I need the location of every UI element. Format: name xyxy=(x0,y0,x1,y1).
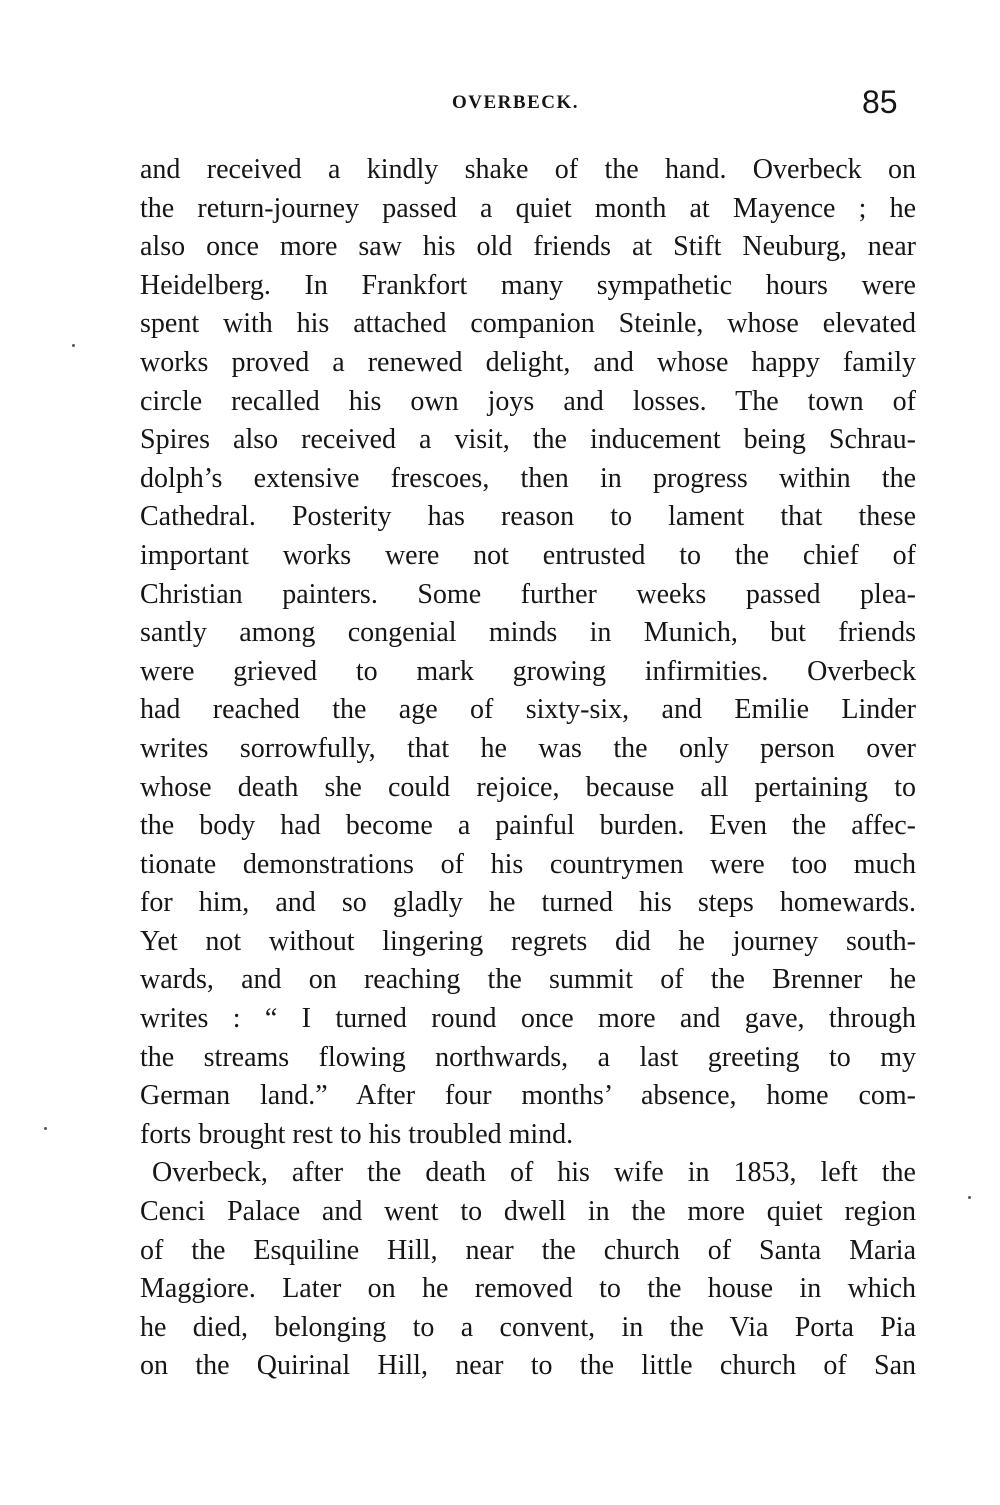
text-line: spent with his attached companion Steinle, whose elevated xyxy=(140,308,916,340)
paragraph-1 xyxy=(140,151,916,1154)
text-line: on the Quirinal Hill, near to the little church of San xyxy=(140,1350,916,1382)
text-line: Yet not without lingering regrets did he journey south- xyxy=(140,925,916,957)
page-number: 85 xyxy=(862,84,898,120)
text-line: the body had become a painful burden. Even the affec- xyxy=(140,810,916,842)
text-line: circle recalled his own joys and losses. The town of xyxy=(140,385,916,417)
text-line: had reached the age of sixty-six, and Emilie Linder xyxy=(140,694,916,726)
text-line: Cathedral. Posterity has reason to lament that these xyxy=(140,501,916,533)
text-line: writes sorrowfully, that he was the only person over xyxy=(140,732,916,764)
text-line: santly among congenial minds in Munich, but friends xyxy=(140,617,916,649)
text-line: forts brought rest to his troubled mind. xyxy=(140,1118,574,1150)
text-line: also once more saw his old friends at Stift Neuburg, near xyxy=(140,231,916,263)
text-line: wards, and on reaching the summit of the Brenner he xyxy=(140,964,916,996)
text-line: the return-journey passed a quiet month at Mayence ; he xyxy=(140,192,916,224)
text-line: Cenci Palace and went to dwell in the more quiet region xyxy=(140,1196,916,1228)
paper-speck xyxy=(968,1196,971,1199)
text-line: important works were not entrusted to the chief of xyxy=(140,539,916,571)
text-line: of the Esquiline Hill, near the church of Santa Maria xyxy=(140,1234,916,1266)
text-line: were grieved to mark growing infirmities. Overbeck xyxy=(140,655,916,687)
text-line: tionate demonstrations of his countrymen were too much xyxy=(140,848,916,880)
text-line: Heidelberg. In Frankfort many sympathetic hours were xyxy=(140,269,916,301)
text-line: the streams flowing northwards, a last greeting to my xyxy=(140,1041,916,1073)
paper-speck xyxy=(72,344,75,347)
text-line: dolph’s extensive frescoes, then in progress within the xyxy=(140,462,916,494)
text-line: and received a kindly shake of the hand. Overbeck on xyxy=(140,154,916,185)
running-head xyxy=(0,84,1000,124)
paper-speck xyxy=(44,1127,47,1130)
text-line: writes : “ I turned round once more and gave, through xyxy=(140,1003,916,1035)
text-line: Overbeck, after the death of his wife in 1853, left the xyxy=(152,1157,916,1189)
text-line: Spires also received a visit, the inducement being Schrau- xyxy=(140,424,916,456)
text-line: Maggiore. Later on he removed to the house in which xyxy=(140,1273,916,1305)
text-line: works proved a renewed delight, and whose happy family xyxy=(140,346,916,378)
text-line: for him, and so gladly he turned his steps homewards. xyxy=(140,887,916,919)
text-line: German land.” After four months’ absence, home com- xyxy=(140,1080,916,1112)
text-line: he died, belonging to a convent, in the Via Porta Pia xyxy=(140,1311,916,1343)
running-title: OVERBECK. xyxy=(452,92,579,113)
text-line: Christian painters. Some further weeks passed plea- xyxy=(140,578,916,610)
text-line: whose death she could rejoice, because all pertaining to xyxy=(140,771,916,803)
paragraph-2 xyxy=(140,1154,916,1386)
body-text xyxy=(140,151,916,1386)
